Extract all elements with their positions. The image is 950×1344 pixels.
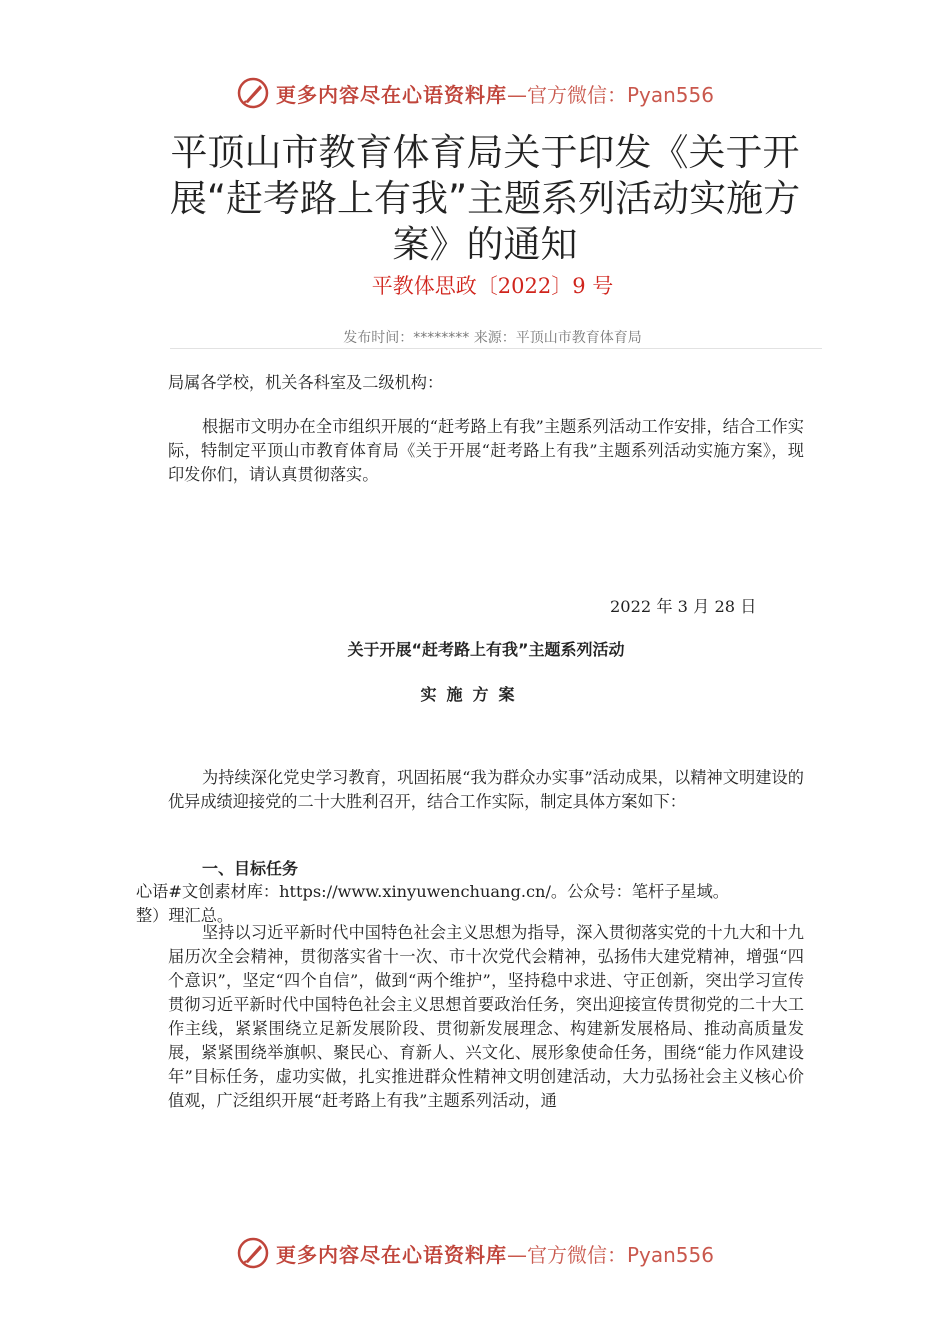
issue-date: 2022 年 3 月 28 日 [610, 597, 757, 616]
plan-title: 关于开展“赶考路上有我”主题系列活动 [347, 640, 625, 659]
notice-body: 根据市文明办在全市组织开展的“赶考路上有我”主题系列活动工作安排，结合工作实际，特制定平顶山市教育体育局《关于开展“赶考路上有我”主题系列活动实施方案》，现印发你们，请认真贯彻落实。 [168, 417, 804, 484]
plan-intro: 为持续深化党史学习教育，巩固拓展“我为群众办实事”活动成果，以精神文明建设的优异成绩迎接党的二十大胜利召开，结合工作实际，制定具体方案如下： [168, 768, 804, 811]
plan-subtitle: 实施方案 [420, 685, 525, 704]
quill-logo-icon [236, 1236, 270, 1270]
salutation: 局属各学校，机关各科室及二级机构： [168, 373, 444, 392]
footer-banner [0, 1231, 950, 1275]
document-number: 平教体思政〔2022〕9 号 [371, 274, 614, 298]
publish-meta: 发布时间：******** 来源：平顶山市教育体育局 [343, 330, 642, 346]
quill-logo-icon [236, 76, 270, 110]
section-heading: 一、目标任务 [202, 859, 299, 878]
banner-text: 更多内容尽在心语资料库—官方微信：Pyan556 [275, 82, 714, 107]
divider [170, 348, 822, 349]
section-body: 坚持以习近平新时代中国特色社会主义思想为指导，深入贯彻落实党的十九大和十九届历次全会精神，贯彻落实省十一次、市十次党代会精神，弘扬伟大建党精神，增强“四个意识”，坚定“四个自信”，做到“两个维护”，坚持稳中求进、守正创新，突出学习宣传贯彻习近平新时代中国特色社会主义思想首要政治任务，突出迎接宣传贯彻党的二十大工作主线，紧紧围绕立足新发展阶段、贯彻新发展理念、构建新发展格局、推动高质量发展，紧紧围绕举旗帜、聚民心、育新人、兴文化、展形象使命任务，围绕“能力作风建设年”目标任务，虚功实做，扎实推进群众性精神文明创建活动，大力弘扬社会主义核心价值观，广泛组织开展“赶考路上有我”主题系列活动，通 [168, 923, 804, 1110]
document-title: 平顶山市教育体育局关于印发《关于开展“赶考路上有我”主题系列活动实施方案》的通知 [169, 131, 801, 266]
banner-text: 更多内容尽在心语资料库—官方微信：Pyan556 [275, 1242, 714, 1267]
source-note: 心语#文创素材库：https://www.xinyuwenchuang.cn/。公众号：笔杆子星域。 [136, 882, 729, 901]
source-note-cont: 整）理汇总。 [136, 906, 234, 925]
header-banner [0, 71, 950, 115]
